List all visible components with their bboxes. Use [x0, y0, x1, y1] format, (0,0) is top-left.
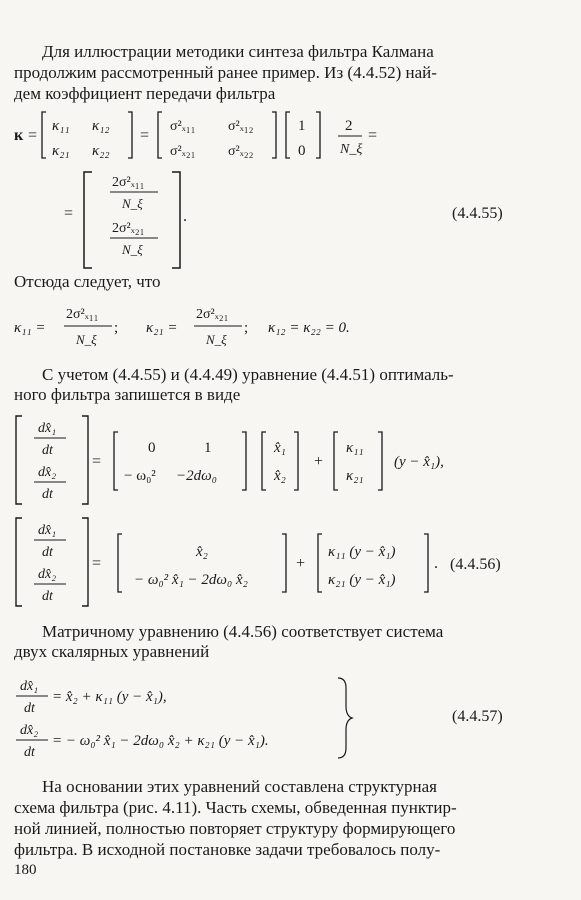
numerator-two: 2 [345, 118, 353, 134]
paragraph-4-line-2: двух скалярных уравнений [14, 642, 210, 661]
bracket-left [286, 112, 290, 158]
equation-number-56: (4.4.56) [450, 556, 501, 573]
scalar-eq-1: = x̂₂ + κ₁₁ (y − x̂₁), [52, 689, 167, 705]
bracket-right [316, 112, 320, 158]
bracket-left [114, 432, 118, 490]
scalar-eq-2: = − ω₀² x̂₁ − 2dω₀ x̂₂ + κ₂₁ (y − x̂₁). [52, 733, 269, 749]
paragraph-2: Отсюда следует, что [14, 272, 161, 291]
bracket-left [118, 534, 122, 592]
gain-row-2: κ₂₁ (y − x̂₁) [328, 572, 396, 588]
matrix-2d-omega: −2dω₀ [176, 468, 217, 484]
bracket-left [262, 432, 266, 490]
innovation-term: (y − x̂₁), [394, 454, 444, 470]
paragraph-1-line-2: продолжим рассмотренный ранее пример. Из (4.4.52) най- [14, 63, 437, 82]
dt-denominator: dt [42, 545, 53, 560]
denominator-n: N_ξ [76, 332, 97, 347]
denominator-n: N_ξ [206, 332, 227, 347]
vector-zero: 0 [298, 143, 306, 159]
bracket-right [272, 112, 276, 158]
bracket-left [334, 432, 338, 490]
k12-k22-zero: κ₁₂ = κ₂₂ = 0. [268, 320, 350, 336]
coefficients-line [0, 298, 581, 356]
k11-entry: κ₁₁ [52, 118, 70, 134]
dt-denominator: dt [24, 745, 35, 760]
paragraph-5-line-1: На основании этих уравнений составлена структурная [42, 777, 437, 796]
two-sigma-11: 2σ²ₓ₁₁ [66, 307, 99, 322]
paragraph-3-line-2: ного фильтра запишется в виде [14, 385, 241, 404]
dx2-numerator: dx̂₂ [38, 567, 57, 582]
bracket-right [294, 432, 298, 490]
plus-sign: + [314, 453, 324, 470]
k21-equals: κ₂₁ = [146, 320, 178, 336]
paragraph-3-line-1: С учетом (4.4.55) и (4.4.49) уравнение (4.4.51) оптималь- [42, 365, 454, 384]
dx2-numerator: dx̂₂ [38, 465, 57, 480]
equation-4-4-55 [0, 100, 581, 270]
dt-denominator: dt [24, 701, 35, 716]
bracket-left [16, 518, 22, 606]
k-vector-symbol: к [14, 127, 24, 144]
k11-equals: κ₁₁ = [14, 320, 46, 336]
period: . [434, 555, 438, 572]
dx1-numerator: dx̂₁ [38, 523, 57, 538]
sigma-11-entry: σ²ₓ₁₁ [170, 119, 196, 134]
k21-entry: κ₂₁ [52, 143, 70, 159]
bracket-right [82, 416, 88, 504]
row2-dynamics: − ω₀² x̂₁ − 2dω₀ x̂₂ [134, 572, 248, 588]
dx1-numerator: dx̂₁ [20, 679, 39, 694]
equation-number-55: (4.4.55) [452, 205, 503, 222]
x1-hat: x̂₁ [274, 440, 286, 456]
equation-filter-matrix [0, 410, 581, 510]
x2-hat: x̂₂ [274, 468, 286, 484]
period: . [183, 208, 187, 225]
dx2-numerator: dx̂₂ [20, 723, 39, 738]
plus-sign: + [296, 555, 306, 572]
equals-sign: = [140, 127, 150, 144]
matrix-zero: 0 [148, 440, 156, 456]
bracket-left [158, 112, 162, 158]
bracket-left [42, 112, 46, 158]
paragraph-5-line-2: схема фильтра (рис. 4.11). Часть схемы, обведенная пунктир- [14, 798, 457, 817]
denominator-n: N_ξ [122, 242, 143, 257]
paragraph-5-line-4: фильтра. В исходной постановке задачи требовалось полу- [14, 840, 441, 859]
denominator-n: N_ξ [340, 142, 363, 157]
page-number: 180 [14, 862, 37, 878]
bracket-left [318, 534, 322, 592]
dt-denominator: dt [42, 443, 53, 458]
paragraph-1-line-3: дем коэффициент передачи фильтра [14, 84, 276, 103]
vector-one: 1 [298, 118, 306, 134]
equals-sign: = [368, 127, 378, 144]
gain-row-1: κ₁₁ (y − x̂₁) [328, 544, 396, 560]
k12-entry: κ₁₂ [92, 118, 110, 134]
k11-entry: κ₁₁ [346, 440, 364, 456]
row1-x2-hat: x̂₂ [196, 544, 208, 560]
equals-sign: = [92, 555, 102, 572]
dt-denominator: dt [42, 589, 53, 604]
dt-denominator: dt [42, 487, 53, 502]
bracket-right [82, 518, 88, 606]
sigma-22-entry: σ²ₓ₂₂ [228, 144, 254, 159]
two-sigma-11: 2σ²ₓ₁₁ [112, 175, 145, 190]
semicolon: ; [244, 320, 249, 336]
two-sigma-21: 2σ²ₓ₂₁ [196, 307, 229, 322]
matrix-one: 1 [204, 440, 212, 456]
sigma-21-entry: σ²ₓ₂₁ [170, 144, 196, 159]
bracket-right [128, 112, 132, 158]
equation-number-57: (4.4.57) [452, 708, 503, 725]
paragraph-1-line-1: Для иллюстрации методики синтеза фильтра Калмана [42, 42, 434, 61]
denominator-n: N_ξ [122, 196, 143, 211]
semicolon: ; [114, 320, 119, 336]
bracket-right [282, 534, 286, 592]
k22-entry: κ₂₂ [92, 143, 110, 159]
paragraph-4-line-1: Матричному уравнению (4.4.56) соответствует система [42, 622, 444, 641]
equals-sign: = [28, 127, 38, 144]
two-sigma-21: 2σ²ₓ₂₁ [112, 221, 145, 236]
bracket-right [242, 432, 246, 490]
bracket-right [378, 432, 382, 490]
bracket-left [16, 416, 22, 504]
matrix-omega-squared: − ω₀² [124, 468, 156, 484]
dx1-numerator: dx̂₁ [38, 421, 57, 436]
bracket-left [84, 172, 92, 268]
paragraph-5-line-3: ной линией, полностью повторяет структуру формирующего [14, 819, 456, 838]
k21-entry: κ₂₁ [346, 468, 364, 484]
equals-sign: = [92, 453, 102, 470]
sigma-12-entry: σ²ₓ₁₂ [228, 119, 254, 134]
bracket-right [424, 534, 428, 592]
bracket-right [172, 172, 180, 268]
equals-sign: = [64, 205, 74, 222]
system-brace [338, 678, 352, 758]
